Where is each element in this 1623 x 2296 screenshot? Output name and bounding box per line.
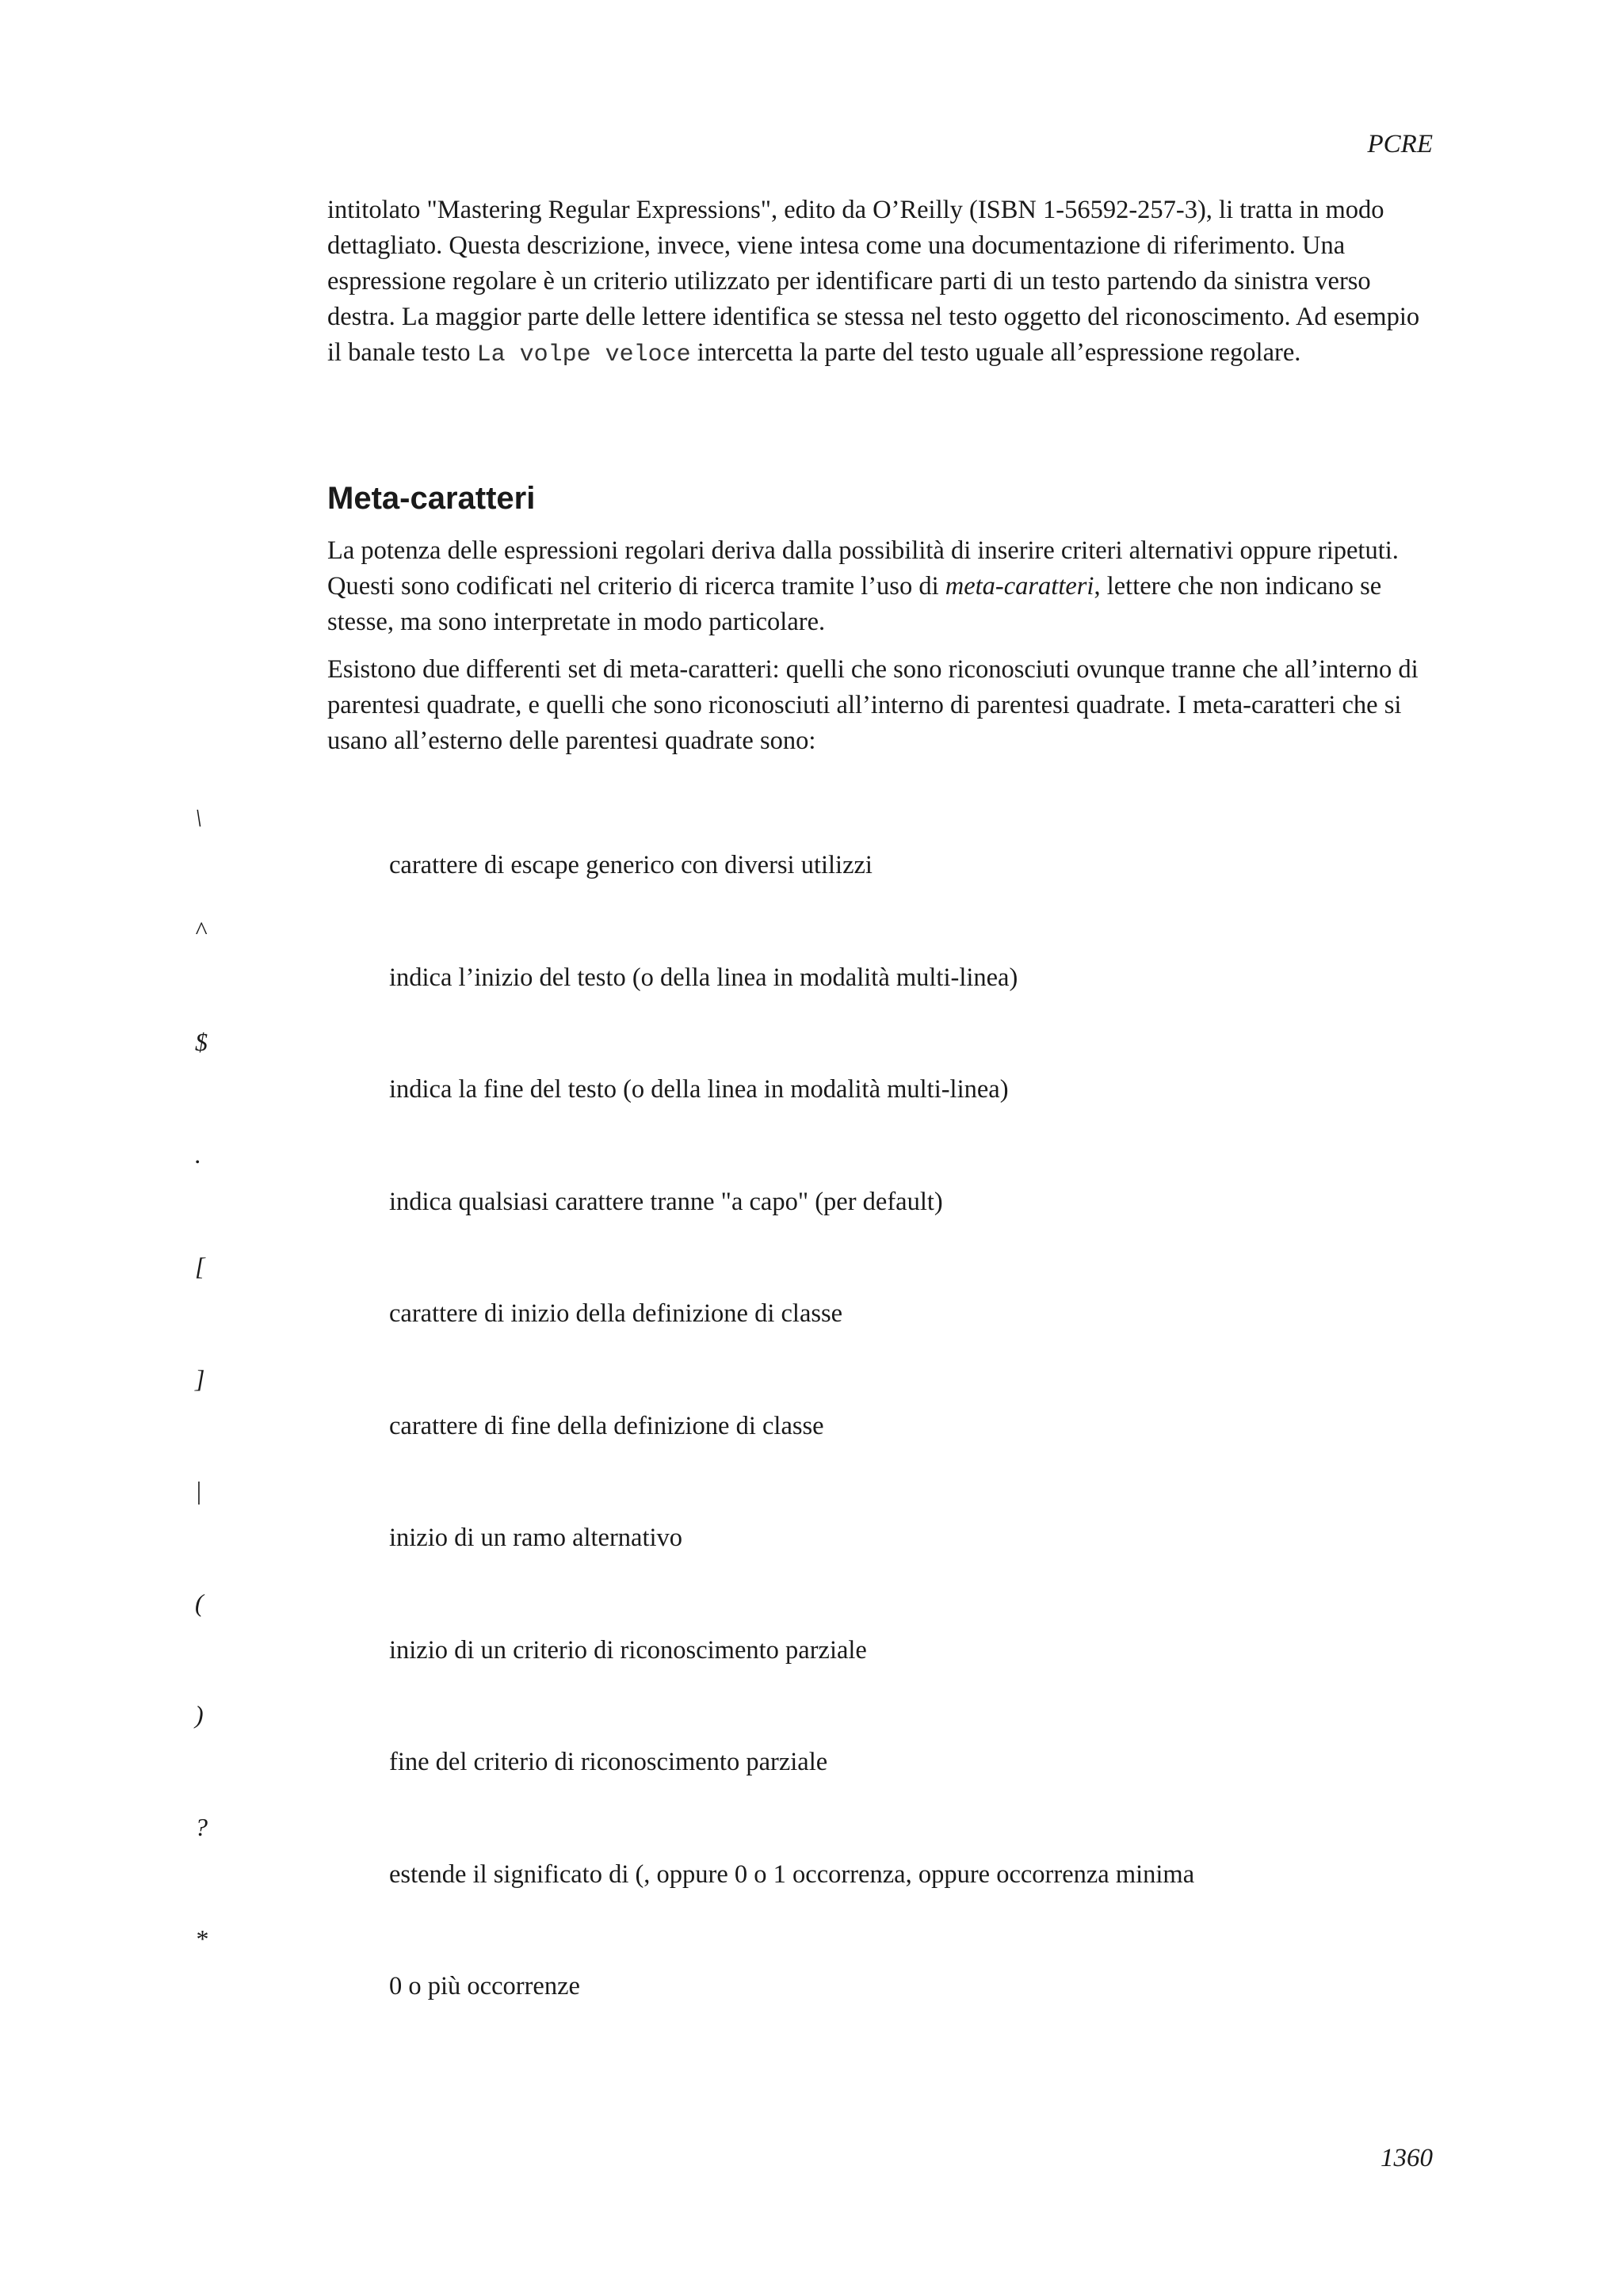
meta-description: indica qualsiasi carattere tranne "a capo" (per default): [389, 1187, 943, 1216]
running-header: PCRE: [1367, 130, 1433, 158]
meta-description: 0 o più occorrenze: [389, 1972, 580, 2000]
meta-item: [0, 913, 1623, 1025]
meta-symbol: ): [195, 1700, 204, 1729]
meta-symbol: |: [195, 1476, 202, 1505]
meta-item: [0, 800, 1623, 913]
meta-item: [0, 1024, 1623, 1137]
meta-description: estende il significato di (, oppure 0 o 1 occorrenza, oppure occorrenza minima: [389, 1859, 1195, 1889]
section-para1-emphasis: meta-caratteri: [945, 572, 1094, 601]
meta-item: [0, 1585, 1623, 1698]
code-example: La volpe veloce: [476, 341, 691, 368]
meta-description: carattere di escape generico con diversi utilizzi: [389, 851, 873, 879]
intro-text-after-code: intercetta la parte del testo uguale all’espressione regolare.: [690, 338, 1301, 367]
meta-symbol: .: [195, 1139, 201, 1169]
meta-character-list: [0, 800, 1623, 2034]
meta-item: [0, 1473, 1623, 1585]
meta-symbol: *: [195, 1924, 208, 1953]
meta-symbol: \: [195, 803, 202, 832]
meta-symbol: ?: [195, 1812, 208, 1841]
meta-description: inizio di un criterio di riconoscimento parziale: [389, 1635, 867, 1665]
meta-symbol: ]: [195, 1363, 205, 1393]
meta-description: fine del criterio di riconoscimento parziale: [389, 1748, 828, 1776]
meta-symbol: [: [195, 1252, 205, 1280]
meta-item: [0, 1810, 1623, 1922]
meta-item: [0, 1249, 1623, 1361]
meta-symbol: (: [195, 1588, 204, 1617]
page-number: 1360: [1381, 2144, 1433, 2172]
meta-item: [0, 1697, 1623, 1810]
meta-description: indica la fine del testo (o della linea in modalità multi-linea): [389, 1075, 1009, 1104]
intro-paragraph: [327, 193, 1437, 373]
intro-section: [327, 193, 1437, 373]
section-body: [327, 533, 1437, 759]
meta-description: carattere di fine della definizione di classe: [389, 1411, 824, 1440]
section-heading: Meta-caratteri: [327, 481, 536, 516]
meta-description: inizio di un ramo alternativo: [389, 1524, 683, 1552]
meta-item: [0, 1921, 1623, 2034]
section-para1-after: , lettere che non indicano se stesse, ma sono interpretate in modo particolare.: [327, 572, 1382, 636]
section-para1-before: La potenza delle espressioni regolari deriva dalla possibilità di inserire criteri alternativi oppure ripetuti. Questi sono codificati nel criterio di ricerca tramite l’uso di: [327, 536, 1399, 601]
intro-text-before-code: intitolato "Mastering Regular Expressions", edito da O’Reilly (ISBN 1-56592-257-3), li tratta in modo dettagliato. Questa descrizione, invece, viene intesa come una documentazione di riferimento. Una espressione regolare è un criterio utilizzato per identificare parti di un testo partendo da sinistra verso destra. La maggior parte delle lettere identifica se stessa nel testo oggetto del riconoscimento. Ad esempio il banale testo: [327, 196, 1420, 367]
section-paragraph-1: [327, 533, 1437, 640]
section-paragraph-2: Esistono due differenti set di meta-caratteri: quelli che sono riconosciuti ovunque tranne che all’interno di parentesi quadrate, e quelli che sono riconosciuti all’interno di parentesi quadrate. I meta-caratteri che si usano all’esterno delle parentesi quadrate sono:: [327, 655, 1419, 755]
meta-symbol: ^: [195, 915, 206, 944]
meta-item: [0, 1137, 1623, 1249]
meta-description: indica l’inizio del testo (o della linea in modalità multi-linea): [389, 963, 1018, 992]
meta-symbol: $: [195, 1028, 208, 1056]
meta-description: carattere di inizio della definizione di classe: [389, 1299, 843, 1328]
meta-item: [0, 1361, 1623, 1474]
